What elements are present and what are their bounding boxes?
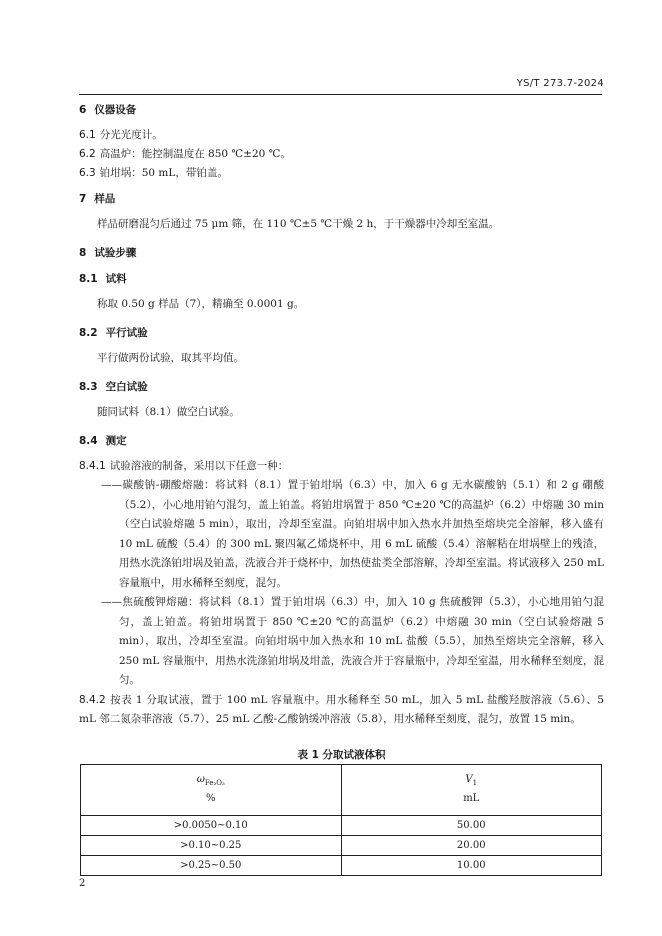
table-row	[81, 815, 602, 835]
table-row	[81, 835, 602, 855]
table-row	[81, 855, 602, 875]
subsection-number: 8.2	[79, 327, 98, 339]
table-cell-volume: 50.00	[341, 815, 602, 835]
sample-paragraph: 样品研磨混匀后通过 75 μm 筛，在 110 ℃±5 ℃干燥 2 h，于干燥器中冷却至室温。	[97, 218, 500, 230]
section-number: 7	[79, 193, 87, 205]
method-sodium-carbonate-boric-acid: ——碳酸钠-硼酸熔融：将试料（8.1）置于铂坩埚（6.3）中，加入 6 g 无水碳酸钠（5.1）和 2 g 硼酸（5.2），小心地用铂勺混匀，盖上铂盖。将铂坩埚置于 850 ℃±20 ℃的高温炉（6.2）中熔融 30 min（空白试验熔融 5 min），取出，冷却至室温。向铂坩埚中加入热水并加热至熔块完全溶解，移入盛有 10 mL 硫酸（5.4）的 300 mL 聚四氟乙烯烧杯中，用 6 mL 硫酸（5.4）溶解粘在坩埚壁上的残渣，用热水洗涤铂坩埚及铂盖，洗液合并于烧杯中，加热使盐类全部溶解，冷却至室温。将试液移入 250 mL 容量瓶中，用水稀释至刻度，混匀。	[101, 479, 604, 589]
item-text: 分光光度计。	[99, 129, 163, 141]
blank-test-paragraph: 随同试料（8.1）做空白试验。	[97, 406, 240, 418]
subsection-title: 空白试验	[105, 381, 148, 393]
item-number: 6.3	[79, 167, 96, 179]
section-title: 仪器设备	[94, 104, 137, 116]
subsection-number: 8.1	[79, 273, 98, 285]
aliquot-volume-table	[80, 764, 602, 876]
header-unit: %	[205, 793, 216, 804]
subsection-number: 8.4	[79, 435, 98, 447]
step-8-4-1	[79, 457, 604, 476]
step-text: 按表 1 分取试液，置于 100 mL 容量瓶中。用水稀释至 50 mL，加入 5 mL 盐酸羟胺溶液（5.6）、5 mL 邻二氮杂菲溶液（5.7）、25 mL 乙酸-乙酸钠缓冲溶液（5.8），用水稀释至刻度，混匀，放置 15 min。	[79, 693, 604, 725]
step-number: 8.4.1	[79, 460, 106, 472]
column-header-volume	[341, 764, 602, 815]
list-item	[79, 126, 604, 145]
subsection-title: 试料	[105, 273, 127, 285]
method-potassium-pyrosulfate: ——焦硫酸钾熔融：将试料（8.1）置于铂坩埚（6.3）中，加入 10 g 焦硫酸钾（5.3），小心地用铂勺混匀，盖上铂盖。将铂坩埚置于 850 ℃±20 ℃的高温炉（6.2）中熔融 30 min（空白试验熔融 5 min），取出，冷却至室温。向铂坩埚中加入热水和 10 mL 盐酸（5.5），加热至熔块完全溶解，移入 250 mL 容量瓶中，用热水洗涤铂坩埚及坩盖，洗液合并于容量瓶中，冷却至室温，用水稀释至刻度，混匀。	[101, 596, 604, 686]
header-subscript: 1	[472, 779, 478, 787]
section-8-heading	[79, 243, 604, 263]
header-symbol: ω	[196, 774, 205, 785]
step-number: 8.4.2	[79, 693, 106, 706]
section-7-heading	[79, 189, 604, 209]
list-item	[79, 145, 604, 164]
section-6-heading	[79, 100, 604, 120]
item-text: 高温炉：能控制温度在 850 ℃±20 ℃。	[99, 148, 291, 160]
step-8-4-2	[79, 691, 604, 730]
item-text: 铂坩埚：50 mL，带铂盖。	[99, 167, 228, 179]
header-symbol: V	[465, 774, 473, 785]
page-content	[79, 100, 604, 876]
section-title: 试验步骤	[94, 247, 137, 259]
column-header-mass-fraction	[81, 764, 342, 815]
subsection-8-2-heading	[79, 323, 604, 343]
table-header-row	[81, 764, 602, 815]
subsection-title: 测定	[105, 435, 127, 447]
subsection-8-4-heading	[79, 431, 604, 451]
standard-number: YS/T 273.7-2024	[516, 78, 604, 89]
header-subscript: Fe₂O₃	[204, 779, 225, 787]
header-unit: mL	[463, 793, 480, 804]
list-item	[79, 164, 604, 183]
subsection-8-3-heading	[79, 377, 604, 397]
table-cell-volume: 20.00	[341, 835, 602, 855]
item-number: 6.2	[79, 148, 96, 160]
item-number: 6.1	[79, 129, 96, 141]
table-cell-volume: 10.00	[341, 855, 602, 875]
table-cell-range: >0.0050~0.10	[81, 815, 342, 835]
section-number: 8	[79, 247, 87, 259]
specimen-paragraph: 称取 0.50 g 样品（7），精确至 0.0001 g。	[97, 298, 305, 310]
section-number: 6	[79, 104, 87, 116]
subsection-number: 8.3	[79, 381, 98, 393]
parallel-test-paragraph: 平行做两份试验，取其平均值。	[97, 352, 244, 364]
table-title: 表 1 分取试液体积	[297, 748, 386, 761]
section-title: 样品	[94, 193, 116, 205]
subsection-8-1-heading	[79, 269, 604, 289]
header-rule	[79, 94, 602, 95]
table-cell-range: >0.25~0.50	[81, 855, 342, 875]
page-number: 2	[79, 878, 86, 889]
table-cell-range: >0.10~0.25	[81, 835, 342, 855]
step-text: 试验溶液的制备，采用以下任意一种：	[109, 460, 289, 472]
subsection-title: 平行试验	[105, 327, 148, 339]
